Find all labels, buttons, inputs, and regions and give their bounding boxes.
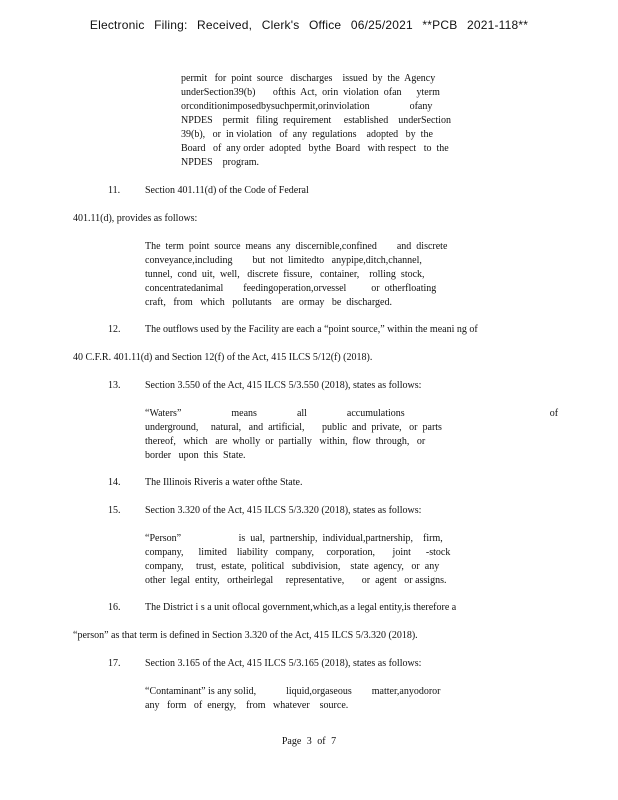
- quote-line: company, trust, estate, political subdivision, state agency, or any: [145, 561, 440, 572]
- paragraph-text-line: The District i s a unit oflocal government,which,as a legal entity,is therefore a: [145, 602, 457, 613]
- quote-line: other legal entity, ortheirlegal representative, or agent or assigns.: [145, 575, 447, 586]
- paragraph-text-line: “person” as that term is defined in Section 3.320 of the Act, 415 ILCS 5/3.320 (2018).: [73, 630, 418, 641]
- quote-line: “Person” is ual, partnership, individual,partnership, firm,: [145, 533, 443, 544]
- quote-line: border upon this State.: [145, 450, 246, 461]
- quote-line: craft, from which pollutants are ormay be discharged.: [145, 297, 392, 308]
- paragraph-text-line: 401.11(d), provides as follows:: [73, 213, 198, 224]
- paragraph-text-line: Section 3.320 of the Act, 415 ILCS 5/3.320 (2018), states as follows:: [145, 505, 422, 516]
- paragraph-number: 11.: [108, 185, 121, 196]
- page-number: Page 3 of 7: [281, 736, 337, 747]
- paragraph-text-line: Section 3.550 of the Act, 415 ILCS 5/3.550 (2018), states as follows:: [145, 380, 422, 391]
- paragraph-number: 12.: [108, 324, 121, 335]
- paragraph-text-line: Section 3.165 of the Act, 415 ILCS 5/3.165 (2018), states as follows:: [145, 658, 422, 669]
- quote-line: conveyance,including but not limitedto anypipe,ditch,channel,: [145, 255, 422, 266]
- paragraph-text-line: Section 401.11(d) of the Code of Federal: [145, 185, 309, 196]
- quote-line: concentratedanimal feedingoperation,orvessel or otherfloating: [145, 283, 437, 294]
- quote-line: “Waters” means all accumulations of: [145, 408, 559, 419]
- paragraph-number: 13.: [108, 380, 121, 391]
- quote-line: thereof, which are wholly or partially within, flow through, or: [145, 436, 426, 447]
- quote-line: tunnel, cond uit, well, discrete fissure, container, rolling stock,: [145, 269, 425, 280]
- quote-line: NPDES permit filing requirement established underSection: [181, 115, 451, 126]
- paragraph-number: 15.: [108, 505, 121, 516]
- paragraph-text-line: The outflows used by the Facility are each a “point source,” within the meani ng of: [145, 324, 478, 335]
- quote-line: company, limited liability company, corporation, joint -stock: [145, 547, 451, 558]
- paragraph-number: 17.: [108, 658, 121, 669]
- filing-stamp-header: Electronic Filing: Received, Clerk's Office 06/25/2021 **PCB 2021-118**: [89, 18, 529, 32]
- quote-line: permit for point source discharges issued by the Agency: [181, 73, 436, 84]
- quote-line: “Contaminant” is any solid, liquid,orgaseous matter,anyodoror: [145, 686, 441, 697]
- paragraph-number: 14.: [108, 477, 121, 488]
- quote-line: underSection39(b) ofthis Act, orin violation ofan yterm: [181, 87, 440, 98]
- quote-line: 39(b), or in violation of any regulations adopted by the: [181, 129, 433, 140]
- quote-line: The term point source means any discernible,confined and discrete: [145, 241, 448, 252]
- quote-line: orconditionimposedbysuchpermit,orinviolation ofany: [181, 101, 433, 112]
- paragraph-number: 16.: [108, 602, 121, 613]
- quote-line: any form of energy, from whatever source.: [145, 700, 349, 711]
- quote-line: NPDES program.: [181, 157, 260, 168]
- paragraph-text-line: 40 C.F.R. 401.11(d) and Section 12(f) of the Act, 415 ILCS 5/12(f) (2018).: [73, 352, 373, 363]
- paragraph-text-line: The Illinois Riveris a water ofthe State.: [145, 477, 303, 488]
- quote-line: Board of any order adopted bythe Board with respect to the: [181, 143, 449, 154]
- quote-line: underground, natural, and artificial, public and private, or parts: [145, 422, 442, 433]
